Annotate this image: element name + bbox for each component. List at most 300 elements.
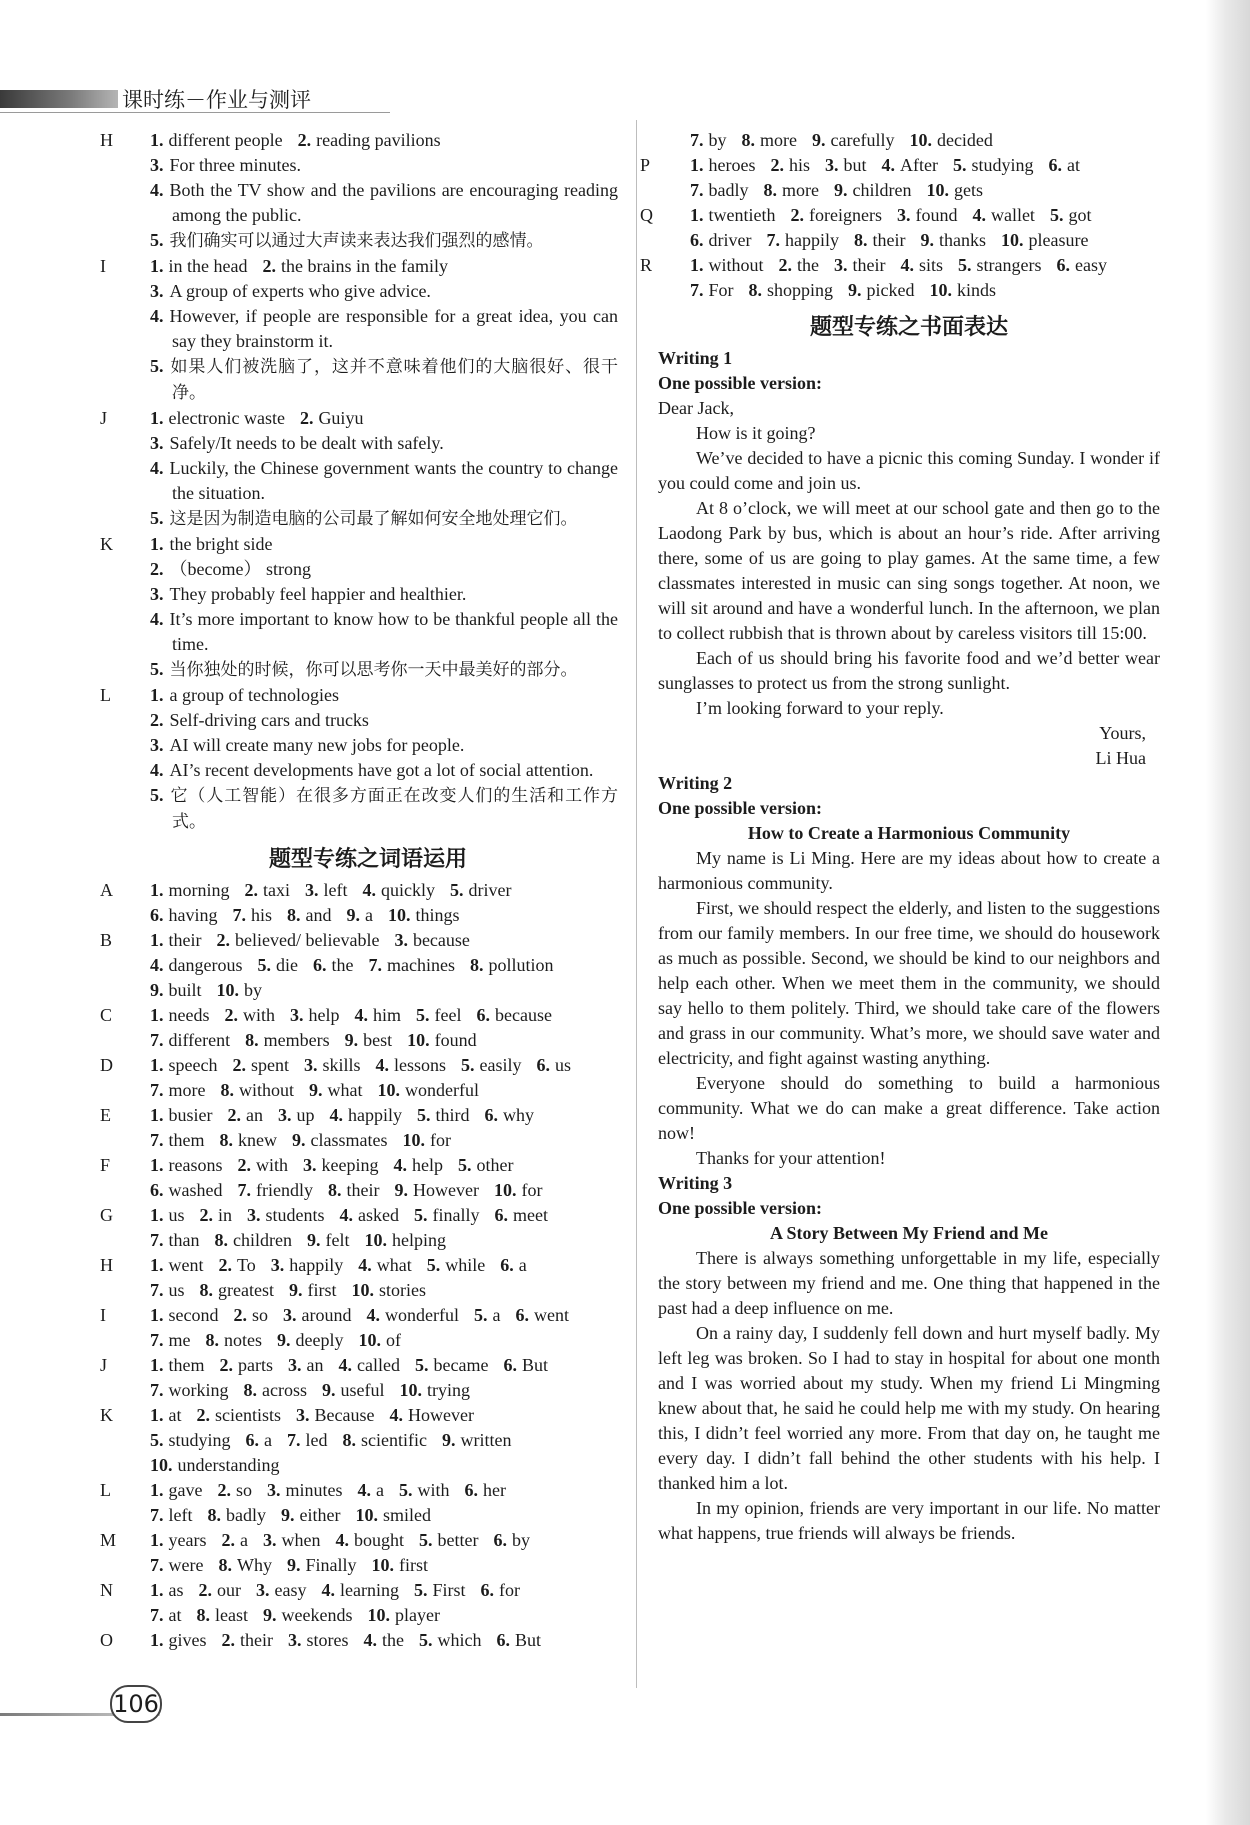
answer-text: But <box>515 1630 542 1650</box>
answer-text: their <box>872 230 906 250</box>
answer-number: 9. <box>263 1605 277 1625</box>
answer-number: 6. <box>245 1430 260 1450</box>
vocab-group <box>640 253 1160 303</box>
answer-word <box>882 153 938 178</box>
vocab-line <box>118 1078 618 1103</box>
vocab-line <box>118 1253 618 1278</box>
answer-word <box>358 1328 401 1353</box>
answer-number: 1. <box>150 1630 164 1650</box>
answer-number: 6. <box>312 955 327 975</box>
group-letter: N <box>100 1580 113 1600</box>
answer-number: 5. <box>150 508 164 528</box>
answer-word <box>150 1528 206 1553</box>
answer-number: 5. <box>257 955 271 975</box>
answer-number: 8. <box>327 1180 342 1200</box>
answer-text: carefully <box>830 130 895 150</box>
answer-text: our <box>217 1580 241 1600</box>
answer-number: 3. <box>896 205 911 225</box>
answer-text: notes <box>224 1330 262 1350</box>
answer-number: 3. <box>288 1355 302 1375</box>
answer-number: 10. <box>367 1605 390 1625</box>
answer-number: 10. <box>402 1130 425 1150</box>
answer-text: first <box>307 1280 337 1300</box>
answer-number: 5. <box>1049 205 1064 225</box>
answer-word <box>197 1603 249 1628</box>
answer-word <box>388 903 460 928</box>
answer-number: 3. <box>825 155 839 175</box>
answer-word <box>1050 203 1092 228</box>
vocab-group <box>100 1478 618 1528</box>
answer-number: 8. <box>243 1380 257 1400</box>
answer-text: Why <box>236 1555 272 1575</box>
vocab-line <box>658 178 1160 203</box>
answer-number: 1. <box>150 1155 164 1175</box>
answer-number: 1. <box>150 1105 164 1125</box>
answer-row <box>140 607 618 657</box>
answer-word <box>690 278 734 303</box>
answer-word <box>150 1028 230 1053</box>
vocab-line <box>118 1178 618 1203</box>
letter-signature: Li Hua <box>1095 748 1146 768</box>
answer-number: 1. <box>150 256 164 276</box>
group-letter: F <box>100 1155 111 1175</box>
answer-number: 2. <box>224 1005 238 1025</box>
answer-word <box>854 228 906 253</box>
answer-text: heroes <box>708 155 756 175</box>
answer-word <box>330 1103 403 1128</box>
answer-number: 9. <box>833 180 848 200</box>
vocab-line <box>118 1353 618 1378</box>
vocab-line <box>118 1503 618 1528</box>
answer-text: for <box>429 1130 451 1150</box>
answer-word <box>150 1453 279 1478</box>
vocab-group <box>640 203 1160 253</box>
answer-number: 3. <box>150 281 164 301</box>
vocab-line <box>118 1453 618 1478</box>
answer-text: greatest <box>218 1280 274 1300</box>
answer-word <box>287 1428 328 1453</box>
group-letter: M <box>100 1530 117 1550</box>
answer-number: 3. <box>278 1105 292 1125</box>
answer-number: 5. <box>150 785 164 805</box>
answer-number: 3. <box>270 1255 285 1275</box>
answer-text: felt <box>325 1230 350 1250</box>
answer-word <box>150 953 242 978</box>
answer-text: for <box>521 1180 543 1200</box>
answer-word <box>368 953 454 978</box>
answer-text: morning <box>168 880 230 900</box>
answer-text: than <box>168 1230 200 1250</box>
answer-number: 8. <box>469 955 484 975</box>
answer-number: 10. <box>377 1080 400 1100</box>
answer-number: 6. <box>476 1005 490 1025</box>
column-divider <box>636 120 637 1688</box>
answer-number: 2. <box>217 1480 231 1500</box>
vocab-line <box>118 1053 618 1078</box>
answer-word <box>237 1178 312 1203</box>
answer-text: in <box>218 1205 233 1225</box>
answer-number: 4. <box>321 1580 335 1600</box>
answer-text: twentieth <box>708 205 776 225</box>
answer-number: 7. <box>150 1330 164 1350</box>
vocab-line <box>118 1553 618 1578</box>
answer-row <box>140 557 618 582</box>
answer-word <box>355 1503 431 1528</box>
answer-text: in the head <box>168 256 248 276</box>
answer-word <box>749 278 834 303</box>
answer-word <box>470 953 554 978</box>
answer-text: an <box>246 1105 263 1125</box>
group-letter: G <box>100 1205 113 1225</box>
answer-text: their <box>240 1630 273 1650</box>
answer-row <box>140 708 618 733</box>
answer-text: useful <box>340 1380 385 1400</box>
answer-number: 3. <box>288 1630 302 1650</box>
answer-text: her <box>483 1480 506 1500</box>
answer-word <box>218 1553 272 1578</box>
answer-text: second <box>168 1305 219 1325</box>
answer-word <box>493 1528 530 1553</box>
answer-text: went <box>533 1305 569 1325</box>
answer-number: 7. <box>150 1080 164 1100</box>
answer-text: at <box>1067 155 1081 175</box>
answer-word <box>150 1428 231 1453</box>
answer-text: speech <box>168 1055 218 1075</box>
answer-word <box>1001 228 1088 253</box>
answer-number: 7. <box>690 180 704 200</box>
paragraph: Thanks for your attention! <box>696 1148 886 1168</box>
answer-text: them <box>168 1130 205 1150</box>
answer-word <box>150 1403 182 1428</box>
answer-word <box>288 1353 324 1378</box>
answer-number: 3. <box>150 735 164 755</box>
answer-word <box>150 903 218 928</box>
vocab-answers-left <box>100 878 618 1653</box>
answer-word <box>197 1403 282 1428</box>
answer-text: written <box>460 1430 512 1450</box>
answer-text: finally <box>432 1205 480 1225</box>
answer-text: die <box>275 955 298 975</box>
answer-number: 10. <box>150 1455 173 1475</box>
answer-number: 3. <box>283 1305 297 1325</box>
answer-word <box>150 1278 185 1303</box>
answer-word <box>328 1178 380 1203</box>
answer-text: A group of experts who give advice. <box>169 281 431 301</box>
vocab-group <box>100 878 618 928</box>
answer-number: 10. <box>493 1180 517 1200</box>
answer-number: 3. <box>834 255 848 275</box>
answer-text: Self-driving cars and trucks <box>169 710 369 730</box>
writing-3-title: A Story Between My Friend and Me <box>770 1223 1048 1243</box>
answer-number: 7. <box>766 230 780 250</box>
answer-row <box>140 304 618 354</box>
answer-number: 7. <box>150 1130 164 1150</box>
answer-text: got <box>1068 205 1092 225</box>
answer-word <box>825 153 867 178</box>
answer-number: 9. <box>442 1430 456 1450</box>
answer-text: classmates <box>310 1130 388 1150</box>
left-column <box>100 128 618 1653</box>
writing-3 <box>658 1171 1160 1546</box>
answer-number: 5. <box>150 1430 164 1450</box>
answer-group <box>100 683 618 835</box>
answer-number: 8. <box>245 1030 259 1050</box>
answer-number: 7. <box>690 280 704 300</box>
answer-number: 6. <box>503 1355 517 1375</box>
answer-number: 6. <box>536 1055 551 1075</box>
answer-number: 3. <box>256 1580 270 1600</box>
answer-word <box>339 1353 400 1378</box>
answer-text: Both the TV show and the pavilions are encouraging reading among the public. <box>169 180 618 225</box>
answer-row <box>140 758 618 783</box>
answer-number: 1. <box>690 155 704 175</box>
answer-text: scientists <box>215 1405 281 1425</box>
answer-number: 4. <box>358 1255 372 1275</box>
answer-word <box>834 178 911 203</box>
answer-word <box>150 1628 207 1653</box>
answer-number: 2. <box>199 1205 214 1225</box>
answer-number: 8. <box>748 280 763 300</box>
paragraph: Each of us should bring his favorite food and we’d better wear sunglasses to protect us from the strong sunlight. <box>658 648 1160 693</box>
group-letter: L <box>100 685 111 705</box>
answer-text: believed/ believable <box>235 930 380 950</box>
answer-number: 4. <box>881 155 896 175</box>
vocab-line <box>118 1128 618 1153</box>
vocab-line <box>118 1628 618 1653</box>
answer-text: parts <box>238 1355 273 1375</box>
answer-text: why <box>503 1105 534 1125</box>
answer-number: 8. <box>853 230 868 250</box>
answer-text: best <box>363 1030 393 1050</box>
answer-text: other <box>476 1155 514 1175</box>
answer-text: 我们确实可以通过大声读来表达我们强烈的感情。 <box>169 231 544 251</box>
vocab-line <box>658 278 1160 303</box>
answer-word <box>296 1403 374 1428</box>
answer-number: 10. <box>371 1555 394 1575</box>
answer-text: the <box>382 1630 404 1650</box>
answer-number: 3. <box>267 1480 281 1500</box>
answer-word <box>305 878 348 903</box>
answer-number: 9. <box>150 980 164 1000</box>
vocab-line <box>118 1203 618 1228</box>
answer-text: a <box>376 1480 384 1500</box>
answer-word <box>690 228 751 253</box>
answer-word <box>461 1053 522 1078</box>
answer-word <box>150 1478 202 1503</box>
answer-text: gives <box>168 1630 207 1650</box>
answer-word <box>150 406 285 431</box>
answer-text: when <box>281 1530 321 1550</box>
answer-word <box>281 1503 340 1528</box>
paragraph: We’ve decided to have a picnic this coming Sunday. I wonder if you could come and join us. <box>658 448 1160 493</box>
answer-number: 10. <box>909 130 932 150</box>
answer-word <box>394 1178 478 1203</box>
answer-text: studying <box>971 155 1034 175</box>
answer-text: 这是因为制造电脑的公司最了解如何安全地处理它们。 <box>169 509 578 529</box>
answer-number: 4. <box>335 1530 349 1550</box>
answer-word <box>790 203 881 228</box>
answer-word <box>233 1303 268 1328</box>
answer-word <box>292 1128 387 1153</box>
page-edge-shadow <box>1206 0 1250 1825</box>
answer-text: so <box>235 1480 252 1500</box>
answer-text: called <box>357 1355 400 1375</box>
answer-number: 7. <box>150 1505 164 1525</box>
answer-number: 5. <box>419 1530 433 1550</box>
vocab-line <box>658 253 1160 278</box>
answer-word <box>366 1303 458 1328</box>
answer-text: （become） strong <box>169 559 311 579</box>
answer-word <box>228 1103 264 1128</box>
answer-word <box>262 254 447 279</box>
answer-text: happily <box>348 1105 402 1125</box>
answer-word <box>224 1003 275 1028</box>
answer-text: player <box>394 1605 440 1625</box>
vocab-line <box>118 1528 618 1553</box>
answer-text: members <box>263 1030 330 1050</box>
answer-number: 5. <box>150 659 164 679</box>
header-title: 课时练－作业与测评 <box>122 88 311 112</box>
answer-word <box>458 1153 513 1178</box>
answer-text: busier <box>168 1105 213 1125</box>
answer-number: 7. <box>150 1380 164 1400</box>
answer-word <box>222 1628 274 1653</box>
answer-number: 9. <box>288 1280 303 1300</box>
answer-text: pleasure <box>1028 230 1089 250</box>
answer-word <box>208 1503 267 1528</box>
answer-text: which <box>437 1630 482 1650</box>
answer-word <box>367 1603 439 1628</box>
answer-number: 1. <box>150 1305 164 1325</box>
vocab-group <box>100 1203 618 1253</box>
vocab-line <box>658 153 1160 178</box>
answer-word <box>764 178 819 203</box>
answer-text: while <box>445 1255 486 1275</box>
answer-group <box>100 254 618 406</box>
answer-word <box>150 1228 200 1253</box>
writing-2-label: Writing 2 <box>658 773 733 793</box>
answer-number: 9. <box>394 1180 408 1200</box>
answer-number: 8. <box>207 1505 221 1525</box>
answer-number: 7. <box>150 1230 164 1250</box>
answer-text: students <box>265 1205 325 1225</box>
answer-word <box>414 1578 466 1603</box>
answer-word <box>321 1578 398 1603</box>
answer-number: 6. <box>480 1580 494 1600</box>
answer-word <box>537 1053 572 1078</box>
answer-text: driver <box>708 230 752 250</box>
answer-number: 4. <box>389 1405 403 1425</box>
answer-word <box>304 1053 361 1078</box>
answer-word <box>247 1203 325 1228</box>
answer-text: studying <box>168 1430 231 1450</box>
writing-2-body <box>658 846 1160 1171</box>
answer-number: 2. <box>244 880 258 900</box>
vocab-line <box>118 1103 618 1128</box>
answer-text: around <box>301 1305 352 1325</box>
answer-word <box>303 1153 378 1178</box>
answer-row <box>140 582 618 607</box>
answer-number: 1. <box>150 1055 164 1075</box>
answer-text: wallet <box>990 205 1035 225</box>
answer-word <box>407 1028 477 1053</box>
answer-text: without <box>238 1080 294 1100</box>
answer-word <box>358 1478 385 1503</box>
answer-word <box>150 1203 185 1228</box>
group-letter: J <box>100 408 108 428</box>
answer-text: the bright side <box>169 534 273 554</box>
vocab-group <box>100 1628 618 1653</box>
answer-word <box>376 1053 447 1078</box>
answer-text: However, if people are responsible for a great idea, you can say they brainstorm it. <box>169 306 618 351</box>
answer-text: But <box>521 1355 548 1375</box>
answer-text: the brains in the family <box>280 256 448 276</box>
answer-text: 它（人工智能）在很多方面正在改变人们的生活和工作方式。 <box>169 786 618 832</box>
answer-word <box>237 1153 288 1178</box>
answer-text: pollution <box>488 955 554 975</box>
answer-word <box>150 878 230 903</box>
answer-number: 1. <box>690 205 704 225</box>
paragraph: At 8 o’clock, we will meet at our school gate and then go to the Laodong Park by bus, which is about an hour’s ride. After arriving there, some of us are going to play games. At the same time, a few classmates interested in music can sing songs together. At noon, we will sit around and have a wonderful lunch. In the afternoon, we plan to collect rubbish that is thrown about by careless visitors till 15:00. <box>658 498 1160 643</box>
answer-text: learning <box>339 1580 399 1600</box>
group-letter: H <box>100 130 113 150</box>
answer-word <box>217 978 263 1003</box>
answer-number: 8. <box>214 1230 228 1250</box>
answer-word <box>909 128 992 153</box>
group-letter: A <box>100 880 113 900</box>
paragraph: I’m looking forward to your reply. <box>696 698 944 718</box>
possible-version-label: One possible version: <box>658 1198 823 1218</box>
answer-number: 4. <box>354 1005 368 1025</box>
answer-text: led <box>305 1430 328 1450</box>
group-letter: I <box>100 256 106 276</box>
answer-text: for <box>498 1580 520 1600</box>
paragraph: On a rainy day, I suddenly fell down and hurt myself badly. My left leg was broken. So I had to stay in hospital for about one month and I was worried about my study. When my friend Li Mingming knew about that, he said he could help me with my study. On hearing this, I didn’t feel worried any more. From that day on, he taught me every day. I didn’t fall behind the other students with his help. I thanked him a lot. <box>658 1323 1160 1493</box>
group-letter: P <box>640 155 651 175</box>
answer-text: reasons <box>168 1155 223 1175</box>
header-bar <box>0 90 118 108</box>
answer-number: 8. <box>342 1430 357 1450</box>
answer-text: the <box>331 955 354 975</box>
answer-text: minutes <box>285 1480 343 1500</box>
vocab-answers-right <box>640 128 1160 303</box>
answer-row <box>140 178 618 228</box>
answer-word <box>345 1028 393 1053</box>
answer-row <box>140 506 618 532</box>
answer-number: 7. <box>150 1280 164 1300</box>
answer-number: 6. <box>690 230 704 250</box>
answer-number: 1. <box>150 1005 164 1025</box>
group-letter: J <box>100 1355 108 1375</box>
answer-word <box>690 153 755 178</box>
answer-number: 5. <box>399 1480 413 1500</box>
group-letter: R <box>640 255 653 275</box>
answer-text: by <box>708 130 727 150</box>
answer-number: 2. <box>198 1580 212 1600</box>
answer-number: 4. <box>338 1355 352 1375</box>
answer-number: 10. <box>388 905 411 925</box>
answer-text: happily <box>784 230 839 250</box>
answer-word <box>307 1228 350 1253</box>
answer-word <box>742 128 797 153</box>
answer-word <box>150 1378 229 1403</box>
answer-number: 4. <box>150 760 164 780</box>
answer-number: 2. <box>221 1630 235 1650</box>
answer-number: 4. <box>339 1205 354 1225</box>
answer-number: 2. <box>219 1355 233 1375</box>
answer-text: deeply <box>295 1330 344 1350</box>
answer-row <box>118 406 618 431</box>
